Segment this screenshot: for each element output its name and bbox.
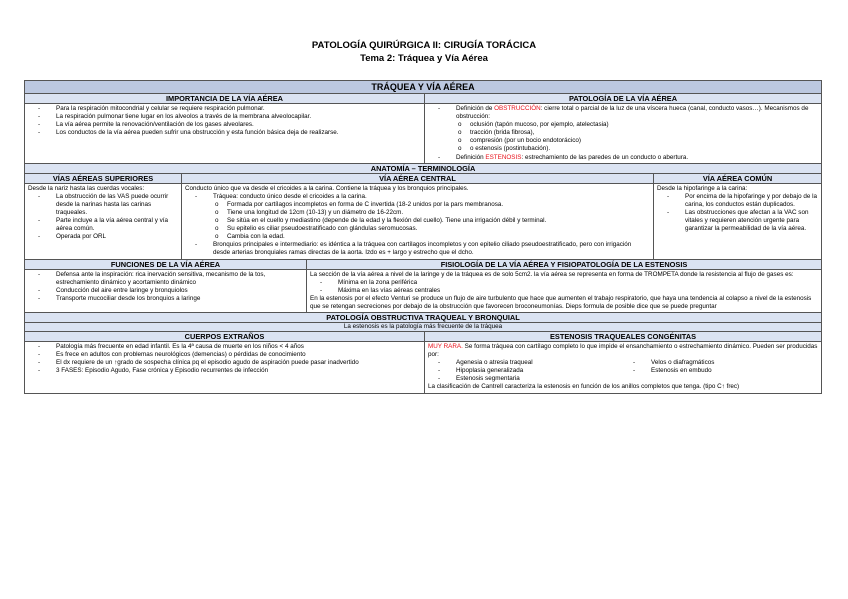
obstruccion-definition: [428, 105, 818, 121]
via-comun-cell: [654, 183, 822, 259]
estenosis-congenitas-header: ESTENOSIS TRAQUEALES CONGÉNITAS: [425, 331, 822, 341]
causes-columns: [428, 359, 818, 383]
list-item: - La respiración pulmonar tiene lugar en los alveolos a través de la membrana alveolocapilar.: [28, 113, 421, 121]
text: Desde la hipofaringe a la carina:: [657, 184, 748, 192]
list-item: - Máxima en las vías aéreas centrales: [310, 287, 818, 295]
list-item: o Se sitúa en el cuello y mediastino (depende de la edad y la flexión del cuello). Tiene una irrigación débil y terminal.: [185, 217, 650, 225]
document-subtitle: Tema 2: Tráquea y Vía Aérea: [360, 53, 488, 64]
list-item: - Defensa ante la inspiración: rica inervación sensitiva, mecanismo de la tos, estrechamiento dinámico y acortamiento dinámico: [28, 271, 303, 287]
list-item: - Para la respiración mitocondrial y celular se requiere respiración pulmonar.: [28, 105, 421, 113]
obstruccion-term: OBSTRUCCIÓN: [494, 105, 541, 112]
text: : cierre total o parcial de la luz de una víscera hueca (canal, conducto vasos…). Mecanismos de obstrucción:: [456, 105, 809, 121]
text: Definición de: [456, 105, 495, 112]
main-header: TRÁQUEA Y VÍA AÉREA: [25, 81, 822, 94]
list-item: - Agenesia o atresia traqueal: [428, 359, 623, 367]
list-item: o compresión (por un bocio endotorácico): [428, 137, 818, 145]
list-item: o tracción (brida fibrosa),: [428, 129, 818, 137]
list-item: o Cambia con la edad.: [185, 233, 650, 241]
list-item: o oclusión (tapón mucoso, por ejemplo, atelectasia): [428, 121, 818, 129]
list-item: - Tráquea: conducto único desde el cricoides a la carina.: [185, 193, 650, 201]
list-item: - Conducción del aire entre laringe y bronquiolos: [28, 287, 303, 295]
summary-table: [24, 80, 822, 394]
via-central-header: VÍA AÉREA CENTRAL: [182, 173, 654, 183]
list-item: - Transporte mucociliar desde los bronquios a laringe: [28, 295, 303, 303]
congenitas-lead: [428, 343, 818, 359]
list-item: - Estenosis segmentaria: [428, 375, 623, 383]
list-item: - Parte incluye a la vía aérea central y vía aérea común.: [28, 217, 178, 233]
funciones-cell: [25, 269, 307, 312]
obstructiva-header: PATOLOGÍA OBSTRUCTIVA TRAQUEAL Y BRONQUIAL: [25, 312, 822, 322]
list-item: - Operada por ORL: [28, 233, 178, 241]
vias-superiores-header: VÍAS AÉREAS SUPERIORES: [25, 173, 182, 183]
patologia-header: PATOLOGÍA DE LA VÍA AÉREA: [425, 94, 822, 104]
cuerpos-extranos-header: CUERPOS EXTRAÑOS: [25, 331, 425, 341]
fisiologia-cell: [307, 269, 822, 312]
text: En la estenosis por el efecto Venturi se produce un flujo de aire turbulento que hace que aumenten el trabajo respiratorio, que haya una tendencia al colapso a nivel de la estenosis que se retengan secreciones por debajo de la obstrucción que favorecen broconeumonías. Dieps formula de posible dice que se puede preguntar: [310, 294, 812, 310]
list-item: - Hipoplasia generalizada: [428, 367, 623, 375]
list-item: - El dx requiere de un ↑grado de sospecha clínica pq el episodio agudo de aspiración puede pasar inadvertido: [28, 359, 421, 367]
list-item: - La obstrucción de las VAS puede ocurrir desde la narinas hasta las carinas traqueales.: [28, 193, 178, 217]
text: Definición: [456, 153, 486, 161]
list-item: - Estenosis en embudo: [623, 367, 818, 375]
list-item: - Velos o diafragmáticos: [623, 359, 818, 367]
text: Se forma tráquea con cartílago completo lo que impide el ensanchamiento o estrechamiento dinámico. Pueden ser producidas por:: [428, 342, 818, 359]
importancia-header: IMPORTANCIA DE LA VÍA AÉREA: [25, 94, 425, 104]
estenosis-term: ESTENOSIS: [485, 153, 522, 161]
list-item: - Bronquios principales e intermediario: es idéntica a la tráquea con cartílagos incompletos y con epitelio ciliado pseudoestratificado, pero con irrigación desde arterias bronquiales ramas directas de la aorta. Izdo es + largo y estrecho que el dcho.: [185, 241, 650, 257]
estenosis-definition: [428, 154, 818, 162]
list-item: - Es frece en adultos con problemas neurológicos (demencias) o pérdidas de conocimiento: [28, 351, 421, 359]
muy-rara-label: MUY RARA.: [428, 342, 463, 350]
list-item: - Patología más frecuente en edad infantil. Es la 4ª causa de muerte en los niños < 4 años: [28, 343, 421, 351]
list-item: o o estenosis (postintubación).: [428, 145, 818, 153]
list-item: - Por encima de la hipofaringe y por debajo de la carina, los conductos están duplicados.: [657, 193, 818, 209]
list-item: o Su epitelio es ciliar pseudoestratificado con glándulas seromucosas.: [185, 225, 650, 233]
list-item: - La vía aérea permite la renovación/ventilación de los gases alveolares.: [28, 121, 421, 129]
text: : estrechamiento de las paredes de un conducto o abertura.: [521, 153, 689, 161]
text: La sección de la vía aérea a nivel de la laringe y de la tráquea es de solo 5cm2. la vía aérea se representa en forma de TROMPETA donde la resistencia al flujo de gases es:: [310, 270, 794, 278]
estenosis-congenitas-cell: [425, 341, 822, 393]
importancia-cell: [25, 104, 425, 164]
cuerpos-extranos-cell: [25, 341, 425, 393]
list-item: - Las obstrucciones que afectan a la VAC son vitales y requieren atención urgente para garantizar la permeabilidad de la vía aérea.: [657, 209, 818, 233]
anatomia-header: ANATOMÍA – TERMINOLOGÍA: [25, 163, 822, 173]
via-comun-header: VÍA AÉREA COMÚN: [654, 173, 822, 183]
text: Desde la nariz hasta las cuerdas vocales:: [28, 184, 145, 192]
list-item: o Formada por cartílagos incompletos en forma de C invertida (18-2 unidos por la pars membranosa.: [185, 201, 650, 209]
vias-superiores-cell: [25, 183, 182, 259]
fisiologia-header: FISIOLOGÍA DE LA VÍA AÉREA Y FISIOPATOLOGÍA DE LA ESTENOSIS: [307, 259, 822, 269]
funciones-header: FUNCIONES DE LA VÍA AÉREA: [25, 259, 307, 269]
list-item: - Los conductos de la vía aérea pueden sufrir una obstrucción y esta función básica deja de realizarse.: [28, 129, 421, 137]
text: La clasificación de Cantrell caracteriza la estenosis en función de los anillos completos que tenga. (tipo C↑ frec): [428, 383, 740, 391]
obstructiva-subheader: La estenosis es la patología más frecuente de la tráquea: [25, 322, 822, 331]
text: Conducto único que va desde el cricoides a la carina. Contiene la tráquea y los bronquios principales.: [185, 184, 469, 192]
via-central-cell: [182, 183, 654, 259]
list-item: o Tiene una longitud de 12cm (10-13) y un diámetro de 16-22cm.: [185, 209, 650, 217]
patologia-cell: [425, 104, 822, 164]
document-title: PATOLOGÍA QUIRÚRGICA II: CIRUGÍA TORÁCICA: [311, 40, 537, 51]
list-item: - Mínima en la zona periférica: [310, 279, 818, 287]
list-item: - 3 FASES: Episodio Agudo, Fase crónica y Episodio recurrentes de infección: [28, 367, 421, 375]
